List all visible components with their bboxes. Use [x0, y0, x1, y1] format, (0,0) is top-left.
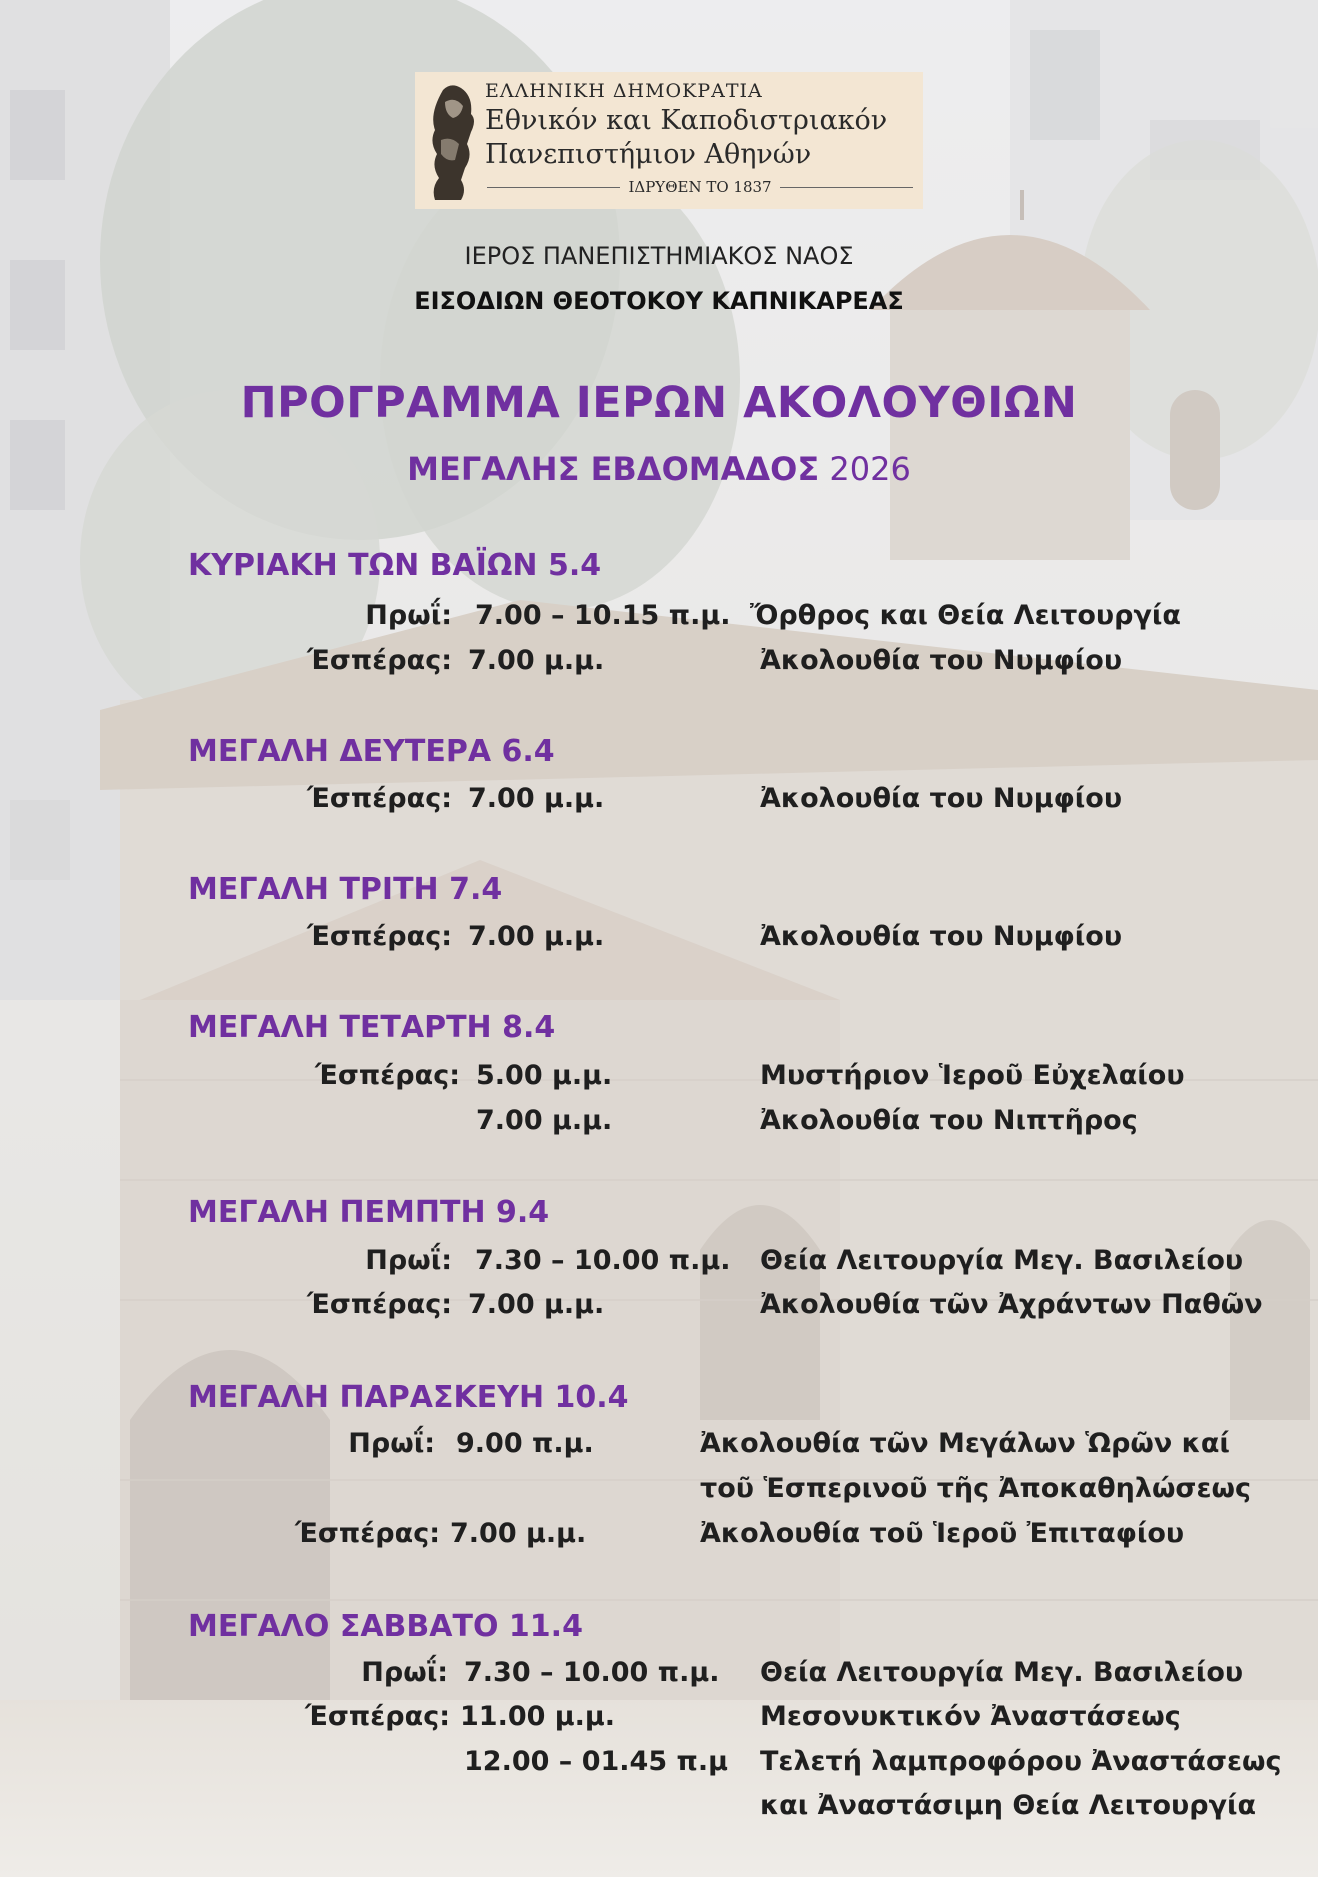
row-time: 12.00 – 01.45 π.μ — [464, 1746, 728, 1777]
page-subtitle — [0, 450, 1318, 488]
athena-head-icon — [421, 80, 479, 202]
row-service: Ἀκολουθία του Νυμφίου — [760, 783, 1123, 814]
row-time: 7.00 μ.μ. — [468, 783, 605, 814]
row-time: 7.00 μ.μ. — [450, 1518, 587, 1549]
row-time: 7.00 μ.μ. — [468, 921, 605, 952]
row-service: Τελετή λαμπροφόρου Ἀναστάσεως — [760, 1746, 1282, 1777]
logo-line-4: ΙΔΡΥΘΕΝ ΤΟ 1837 — [628, 178, 772, 196]
page-title: ΠΡΟΓΡΑΜΜΑ ΙΕΡΩΝ ΑΚΟΛΟΥΘΙΩΝ — [240, 378, 1078, 428]
church-name-line-1: ΙΕΡΟΣ ΠΑΝΕΠΙΣΤΗΜΙΑΚΟΣ ΝΑΟΣ — [464, 242, 854, 270]
day-heading-holy-monday: ΜΕΓΑΛΗ ΔΕΥΤΕΡΑ 6.4 — [188, 734, 555, 769]
row-label: Έσπέρας: — [307, 783, 452, 814]
row-service: Ἀκολουθία τῶν Ἀχράντων Παθῶν — [760, 1289, 1263, 1320]
row-service: Ἀκολουθία του Νυμφίου — [760, 921, 1123, 952]
day-heading-holy-saturday: ΜΕΓΑΛΟ ΣΑΒΒΑΤΟ 11.4 — [188, 1609, 583, 1644]
row-label: Έσπέρας: — [295, 1518, 440, 1549]
row-time: 7.00 μ.μ. — [476, 1105, 613, 1136]
row-service: Θεία Λειτουργία Μεγ. Βασιλείου — [760, 1245, 1244, 1276]
subtitle-text: ΜΕΓΑΛΗΣ ΕΒΔΟΜΑΔΟΣ — [407, 450, 820, 488]
row-service: και Ἀναστάσιμη Θεία Λειτουργία — [760, 1790, 1257, 1821]
row-service: Ἀκολουθία τοῦ Ἱεροῦ Ἐπιταφίου — [700, 1518, 1185, 1549]
logo-line-3: Πανεπιστήμιον Αθηνών — [485, 139, 812, 170]
day-heading-holy-thursday: ΜΕΓΑΛΗ ΠΕΜΠΤΗ 9.4 — [188, 1195, 550, 1230]
row-label: Πρωΐ: — [348, 1428, 435, 1459]
row-label: Έσπέρας: — [307, 1289, 452, 1320]
subtitle-year: 2026 — [829, 450, 911, 488]
logo-line-1: ΕΛΛΗΝΙΚΗ ΔΗΜΟΚΡΑΤΙΑ — [485, 80, 763, 102]
day-heading-holy-tuesday: ΜΕΓΑΛΗ ΤΡΙΤΗ 7.4 — [188, 872, 503, 907]
row-label: Έσπέρας: — [307, 645, 452, 676]
row-label: Πρωΐ: — [361, 1657, 448, 1688]
row-service: Μεσονυκτικόν Ἀναστάσεως — [760, 1701, 1181, 1732]
day-heading-palm-sunday: ΚΥΡΙΑΚΗ ΤΩΝ ΒΑΪΩΝ 5.4 — [188, 548, 602, 583]
day-heading-holy-wednesday: ΜΕΓΑΛΗ ΤΕΤΑΡΤΗ 8.4 — [188, 1010, 556, 1045]
row-service: Ἀκολουθία του Νυμφίου — [760, 645, 1123, 676]
church-name-line-2: ΕΙΣΟΔΙΩΝ ΘΕΟΤΟΚΟΥ ΚΑΠΝΙΚΑΡΕΑΣ — [414, 287, 904, 315]
row-label: Έσπέρας: — [305, 1701, 450, 1732]
logo-rule-right — [780, 187, 913, 188]
row-time: 7.00 – 10.15 π.μ. — [475, 600, 731, 631]
row-service: Θεία Λειτουργία Μεγ. Βασιλείου — [760, 1657, 1244, 1688]
row-service: τοῦ Ἑσπερινοῦ τῆς Ἀποκαθηλώσεως — [700, 1473, 1251, 1504]
row-time: 7.00 μ.μ. — [468, 645, 605, 676]
row-service: Μυστήριον Ἱεροῦ Εὐχελαίου — [760, 1060, 1185, 1091]
day-heading-holy-friday: ΜΕΓΑΛΗ ΠΑΡΑΣΚΕΥΗ 10.4 — [188, 1380, 629, 1415]
row-service: Ἀκολουθία τῶν Μεγάλων Ὡρῶν καί — [700, 1428, 1230, 1459]
row-service: Ὄρθρος και Θεία Λειτουργία — [750, 600, 1181, 631]
row-label: Πρωΐ: — [365, 1245, 452, 1276]
university-logo — [415, 72, 923, 209]
row-time: 5.00 μ.μ. — [476, 1060, 613, 1091]
logo-line-2: Εθνικόν και Καποδιστριακόν — [485, 105, 888, 136]
row-time: 7.30 – 10.00 π.μ. — [464, 1657, 720, 1688]
row-time: 11.00 μ.μ. — [460, 1701, 616, 1732]
row-label: Έσπέρας: — [307, 921, 452, 952]
row-label: Πρωΐ: — [365, 600, 452, 631]
row-service: Ἀκολουθία του Νιπτῆρος — [760, 1105, 1138, 1136]
row-time: 9.00 π.μ. — [456, 1428, 594, 1459]
row-time: 7.00 μ.μ. — [468, 1289, 605, 1320]
row-label: Έσπέρας: — [315, 1060, 460, 1091]
row-time: 7.30 – 10.00 π.μ. — [475, 1245, 731, 1276]
logo-rule-left — [487, 187, 620, 188]
